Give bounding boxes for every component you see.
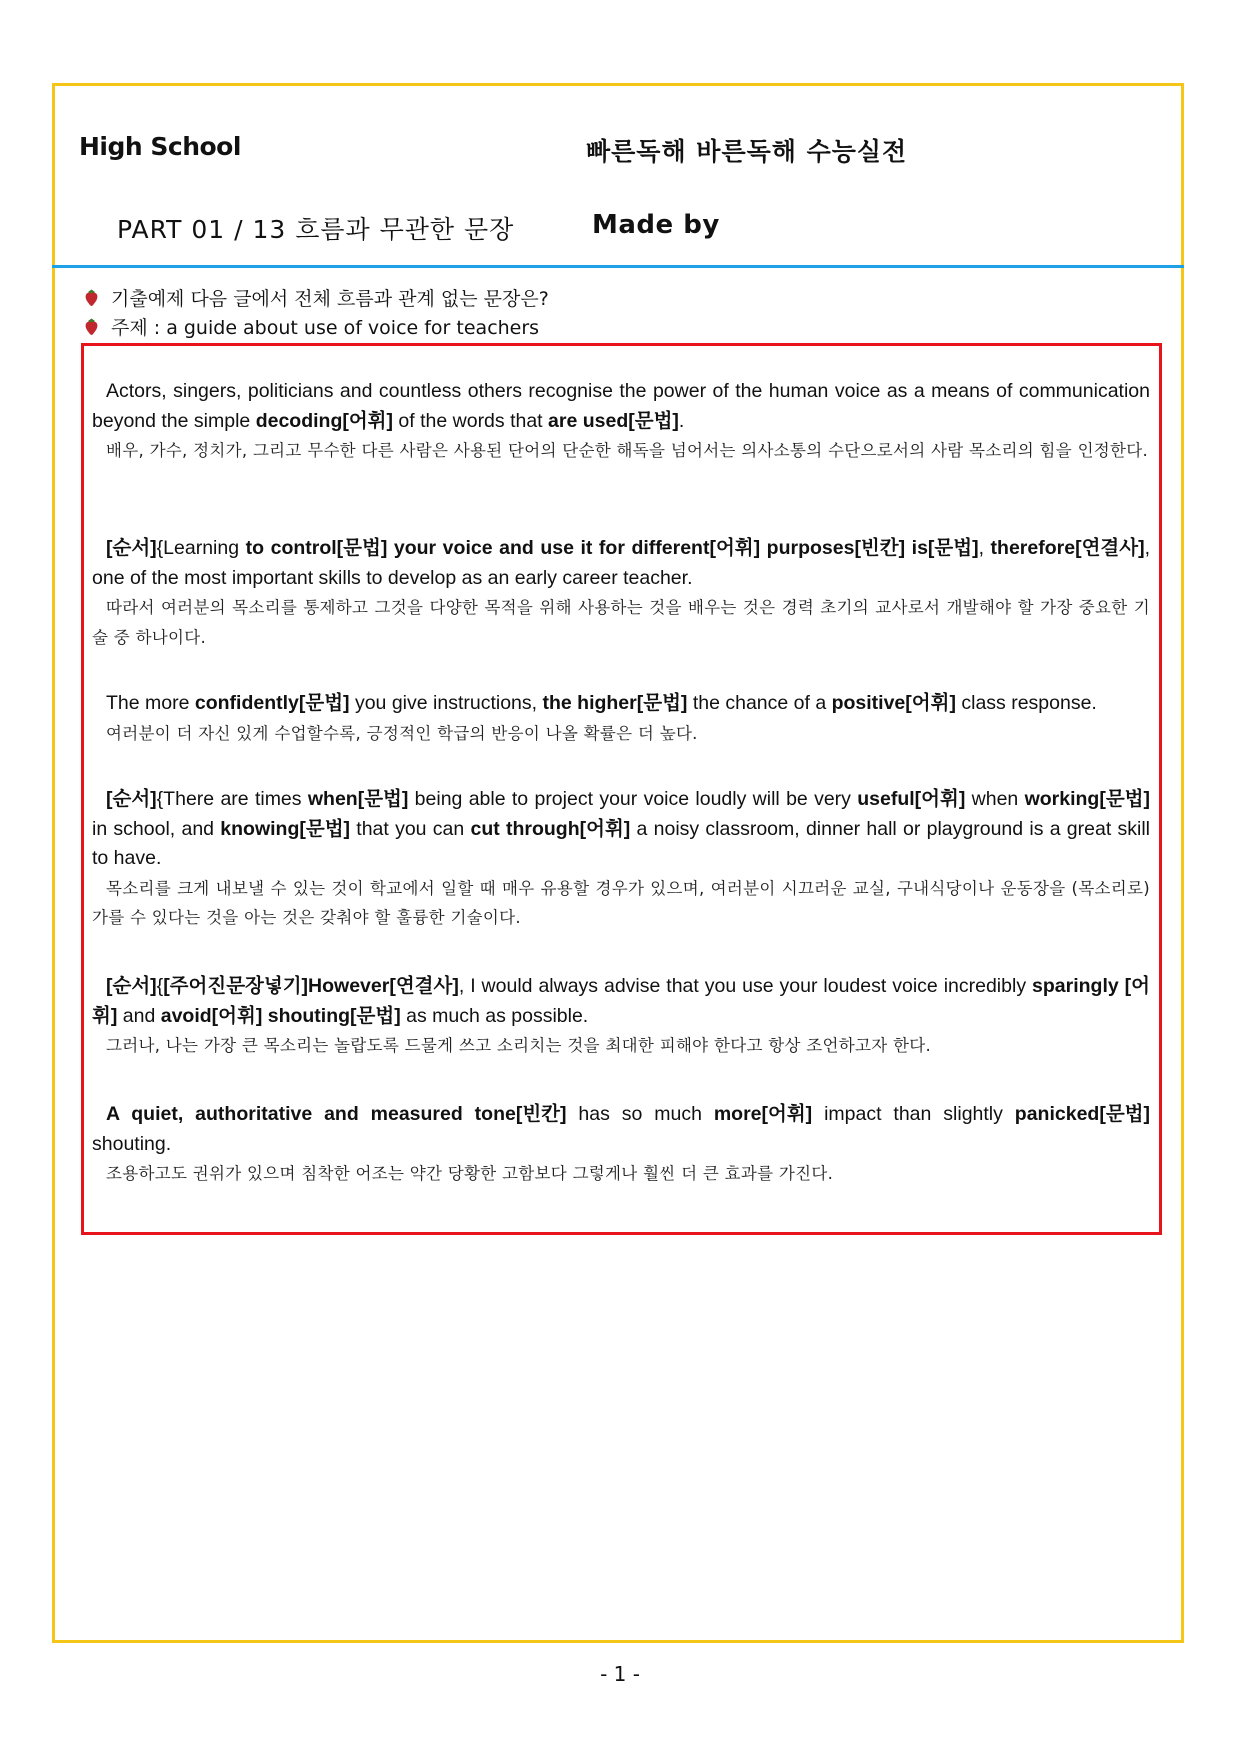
made-by: Made by <box>592 210 720 240</box>
sentence-run: the chance of a <box>687 692 832 714</box>
sentence-run: in school, and <box>92 817 221 840</box>
question-text: 기출예제 다음 글에서 전체 흐름과 관계 없는 문장은? <box>111 288 549 310</box>
highlighted-term: avoid[어휘] shouting[문법] <box>160 1004 401 1027</box>
school-level: High School <box>79 132 241 161</box>
highlighted-term: decoding[어휘] <box>255 409 394 432</box>
strawberry-bullet-icon <box>84 318 99 336</box>
highlighted-term: positive[어휘] <box>831 692 956 714</box>
sentence-run: being able to project your voice loudly will be very <box>408 788 858 810</box>
highlighted-term: panicked[문법] <box>1014 1103 1150 1125</box>
highlighted-term: are used[문법] <box>548 409 679 432</box>
sentence-run: shouting. <box>92 1132 172 1155</box>
highlighted-term: when[문법] <box>307 788 409 810</box>
highlighted-term: confidently[문법] <box>194 692 350 714</box>
passage-paragraph <box>92 689 1150 748</box>
highlighted-term: the higher[문법] <box>542 692 688 714</box>
sentence-run: class response. <box>955 692 1097 714</box>
part-title: PART 01 / 13 흐름과 무관한 문장 <box>117 215 515 244</box>
highlighted-term: [순서] <box>106 537 157 559</box>
sentence-run: {Learning <box>156 537 246 559</box>
sentence-run: that you can <box>350 817 471 840</box>
korean-translation: 여러분이 더 자신 있게 수업할수록, 긍정적인 학급의 반응이 나올 확률은 더 높다. <box>106 723 698 743</box>
sentence-run: , <box>978 537 991 559</box>
passage-paragraph <box>92 785 1150 933</box>
topic-line <box>84 313 539 340</box>
highlighted-term: knowing[문법] <box>220 817 351 840</box>
sentence-run: a noisy classroom, dinner hall or playground is a great skill to have. <box>92 817 1151 869</box>
strawberry-bullet-icon <box>84 289 99 307</box>
highlighted-term: sparingly [어휘] <box>92 975 1150 1027</box>
sentence-run: . <box>678 409 685 432</box>
passage-paragraph <box>92 534 1150 652</box>
highlighted-term: to control[문법] your voice and use it for different[어휘] purposes[빈칸] is[문법] <box>245 537 979 559</box>
sentence-run: {There are times <box>156 788 308 810</box>
sentence-run: when <box>965 788 1025 810</box>
korean-translation: 그러나, 나는 가장 큰 목소리는 놀랍도록 드물게 쓰고 소리치는 것을 최대한 피해야 한다고 항상 조언하고자 한다. <box>106 1036 932 1055</box>
sentence-run: has so much <box>566 1103 714 1125</box>
korean-translation: 배우, 가수, 정치가, 그리고 무수한 다른 사람은 사용된 단어의 단순한 해독을 넘어서는 의사소통의 수단으로서의 사람 목소리의 힘을 인정한다. <box>106 441 1149 460</box>
english-sentence <box>92 972 1150 1031</box>
highlighted-term: [순서] <box>106 975 157 997</box>
sentence-run: as much as possible. <box>400 1004 589 1027</box>
english-sentence <box>92 534 1150 593</box>
passage-paragraph <box>92 377 1150 466</box>
page-number: - 1 - <box>600 1662 640 1686</box>
sentence-run: The more <box>106 692 195 714</box>
highlighted-term: more[어휘] <box>713 1103 813 1125</box>
english-sentence <box>92 377 1150 436</box>
sentence-run: , one of the most important skills to develop as an early career teacher. <box>92 537 1150 589</box>
highlighted-term: A quiet, authoritative and measured tone[빈칸] <box>106 1103 567 1125</box>
sentence-run: of the words that <box>393 409 549 432</box>
highlighted-term: therefore[연결사] <box>990 537 1145 559</box>
highlighted-term: [순서] <box>106 788 157 810</box>
sentence-run: impact than slightly <box>812 1103 1015 1125</box>
english-sentence <box>92 689 1150 719</box>
sentence-run: you give instructions, <box>349 692 543 714</box>
header-divider <box>52 265 1184 268</box>
korean-translation: 목소리를 크게 내보낼 수 있는 것이 학교에서 일할 때 매우 유용할 경우가 있으며, 여러분이 시끄러운 교실, 구내식당이나 운동장을 (목소리로) 가를 수 있다는 것을 아는 것은 갖춰야 할 훌륭한 기술이다. <box>92 878 1150 927</box>
english-sentence <box>92 1100 1150 1159</box>
topic-text: 주제 : a guide about use of voice for teachers <box>111 317 540 339</box>
highlighted-term: cut through[어휘] <box>470 817 631 840</box>
sentence-run: , I would always advise that you use your loudest voice incredibly <box>458 975 1033 997</box>
sentence-run: and <box>117 1004 161 1027</box>
korean-translation: 따라서 여러분의 목소리를 통제하고 그것을 다양한 목적을 위해 사용하는 것을 배우는 것은 경력 초기의 교사로서 개발해야 할 가장 중요한 기술 중 하나이다. <box>92 598 1150 647</box>
english-sentence <box>92 785 1150 874</box>
sentence-run: Actors, singers, politicians and countless others recognise the power of the human voice as a means of communication beyond the simple <box>92 380 1150 432</box>
highlighted-term: [주어진문장넣기]However[연결사] <box>163 975 459 997</box>
highlighted-term: working[문법] <box>1024 788 1151 810</box>
korean-translation: 조용하고도 권위가 있으며 침착한 어조는 약간 당황한 고함보다 그렇게나 훨씬 더 큰 효과를 가진다. <box>106 1164 834 1183</box>
sentence-run: { <box>156 975 164 997</box>
book-title: 빠른독해 바른독해 수능실전 <box>586 137 908 166</box>
question-line <box>84 284 549 311</box>
passage-paragraph <box>92 972 1150 1061</box>
highlighted-term: useful[어휘] <box>857 788 966 810</box>
passage-paragraph <box>92 1100 1150 1189</box>
